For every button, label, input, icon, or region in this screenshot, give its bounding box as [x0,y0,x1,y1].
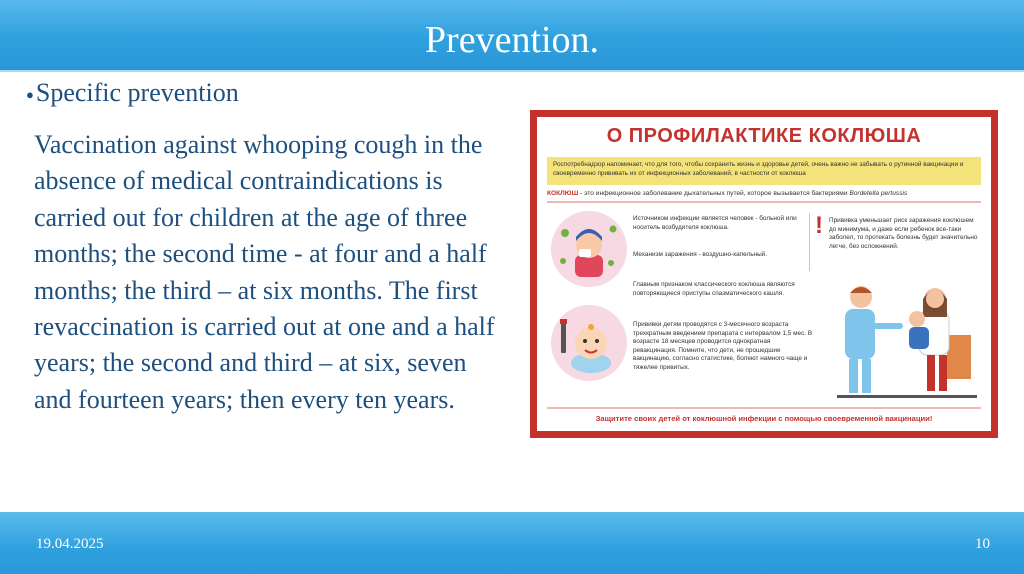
coughing-child-icon [551,211,627,287]
poster-source-text: Источником инфекции является человек - больной или носитель возбудителя коклюша. [633,215,797,231]
poster-mechanism-text: Механизм заражения - воздушно-капельный. [633,251,768,258]
baby-vaccine-illustration [551,305,627,381]
poster-vertical-divider [809,213,810,271]
definition-pathogen: Bordetella pertussis [849,190,908,197]
coughing-child-illustration [551,211,627,287]
poster-definition [547,189,981,198]
slide-footer [0,512,1024,574]
poster-footer-divider [547,407,981,409]
baby-icon [551,305,627,381]
poster-symptom-text: Главным признаком классического коклюша являются повторяющиеся приступы спазматического кашля. [633,281,795,297]
doctor-icon [827,273,987,403]
exclamation-icon: ! [815,212,823,239]
body-paragraph: Vaccination against whooping cough in the absence of medical contraindications is carried out for children at the age of three months; the second time - at four and a half months; the third – at six months. The first revaccination is carried out at one and a half years; the second and third – at six, seven and fourteen years; then every ten years. [34,130,495,414]
poster-image [530,110,998,438]
doctor-vaccinating-illustration [827,273,987,403]
bullet-dot-icon: ● [26,87,34,103]
slide-title: Prevention. [424,19,600,61]
slide-page-number: 10 [975,536,990,552]
definition-keyword: КОКЛЮШ [547,190,579,197]
poster-schedule-text: Прививки детям проводятся с 3-месячного возраста трехкратным введением препарата с интервалом 1,5 мес. В возрасте 18 месяцев проводится однократная ревакцинация. Помните, что дети, не прошедшие вакцинацию, согласно статистике, болеют намного чаще и тяжелее привитых. [633,321,813,371]
slide-date: 19.04.2025 [36,536,104,552]
poster-divider [547,201,981,203]
poster-title: О ПРОФИЛАКТИКЕ КОКЛЮША [606,125,922,147]
poster-side-note: Прививка уменьшает риск заражения коклюшем до минимума, и даже если ребенок все-таки заболел, то протекать болезнь будет значительно легче, без осложнений. [829,217,978,250]
definition-text: - это инфекционное заболевание дыхательных путей, которое вызывается бактериями [578,190,850,197]
poster-footer-text: Защитите своих детей от коклюшной инфекции с помощью своевременной вакцинации! [595,414,933,423]
bullet-item [26,78,239,110]
bullet-text: Specific prevention [35,78,239,107]
slide-header [0,0,1024,72]
poster-notice: Роспотребнадзор напоминает, что для того, чтобы сохранить жизнь и здоровье детей, очень важно не забывать о рутинной вакцинации и своевременно прививать их от инфекционных заболеваний, в частности от коклюша [547,157,981,185]
poster-content [537,117,991,431]
